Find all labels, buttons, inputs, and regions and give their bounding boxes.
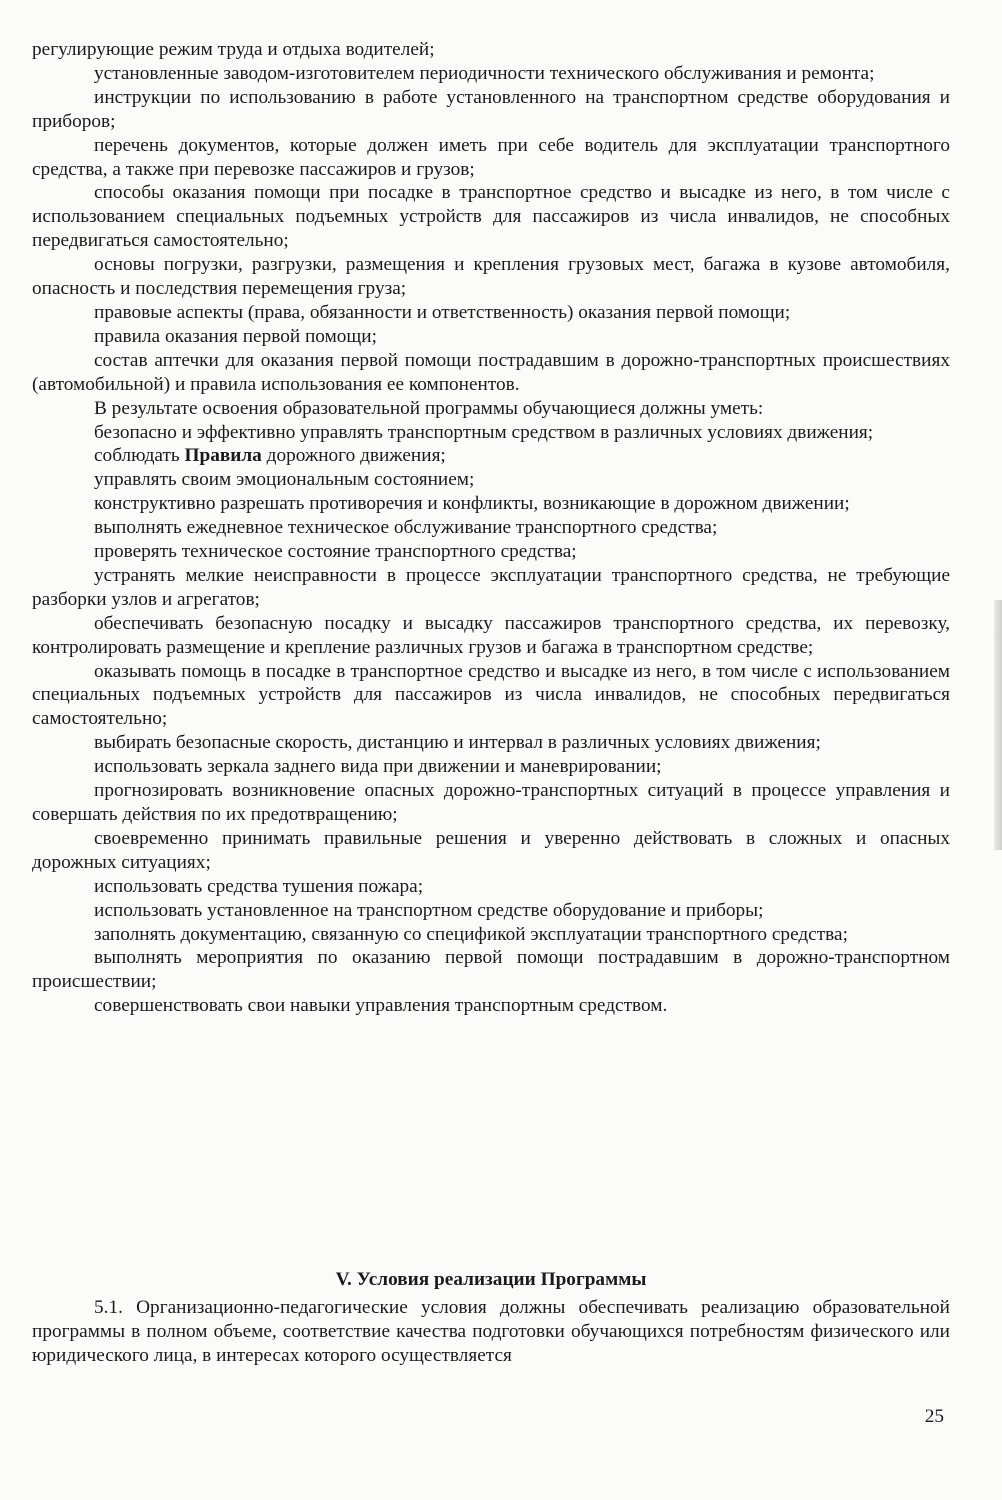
- paragraph: состав аптечки для оказания первой помощи пострадавшим в дорожно-транспортных происшествиях (автомобильной) и правила использования ее компонентов.: [32, 349, 950, 395]
- paragraph: правовые аспекты (права, обязанности и ответственность) оказания первой помощи;: [94, 301, 791, 323]
- paragraph: способы оказания помощи при посадке в транспортное средство и высадке из него, в том числе с использованием специальных подъемных устройств для пассажиров из числа инвалидов, не способных передвигаться самостоятельно;: [32, 182, 950, 252]
- document-body: [32, 38, 950, 1018]
- paragraph: конструктивно разрешать противоречия и конфликты, возникающие в дорожном движении;: [94, 493, 850, 515]
- rules-suffix: дорожного движения;: [261, 445, 446, 467]
- paragraph: безопасно и эффективно управлять транспортным средством в различных условиях движения;: [94, 421, 874, 443]
- paragraph: выполнять ежедневное техническое обслуживание транспортного средства;: [94, 517, 718, 539]
- paragraph: основы погрузки, разгрузки, размещения и крепления грузовых мест, багажа в кузове автомобиля, опасность и последствия перемещения груза;: [32, 254, 950, 300]
- paragraph: оказывать помощь в посадке в транспортное средство и высадке из него, в том числе с использованием специальных подъемных устройств для пассажиров из числа инвалидов, не способных передвигаться самостоятельно;: [32, 660, 950, 730]
- page-number: 25: [924, 1406, 944, 1427]
- paragraph: установленные заводом-изготовителем периодичности технического обслуживания и ремонта;: [94, 62, 875, 84]
- paragraph: использовать средства тушения пожара;: [94, 875, 424, 897]
- paragraph: своевременно принимать правильные решения и уверенно действовать в сложных и опасных дорожных ситуациях;: [32, 827, 950, 873]
- section-v: [32, 1268, 950, 1368]
- paragraph: прогнозировать возникновение опасных дорожно-транспортных ситуаций в процессе управления и совершать действия по их предотвращению;: [32, 780, 950, 825]
- section-paragraph: 5.1. Организационно-педагогические условия должны обеспечивать реализацию образовательной программы в полном объеме, соответствие качества подготовки обучающихся потребностям физического или юридического лица, в интересах которого осуществляется: [32, 1296, 950, 1366]
- paragraph: использовать установленное на транспортном средстве оборудование и приборы;: [94, 899, 764, 921]
- paragraph: использовать зеркала заднего вида при движении и маневрировании;: [94, 756, 662, 778]
- paragraph: выполнять мероприятия по оказанию первой помощи пострадавшим в дорожно-транспортном происшествии;: [32, 947, 950, 993]
- paragraph: проверять техническое состояние транспортного средства;: [94, 541, 577, 563]
- rules-bold: Правила: [184, 445, 262, 467]
- paragraph: управлять своим эмоциональным состоянием;: [94, 469, 475, 491]
- paragraph: заполнять документацию, связанную со спецификой эксплуатации транспортного средства;: [94, 923, 848, 945]
- paragraph-rules: [32, 444, 950, 468]
- paragraph: регулирующие режим труда и отдыха водителей;: [32, 39, 435, 60]
- paragraph: перечень документов, которые должен иметь при себе водитель для эксплуатации транспортного средства, а также при перевозке пассажиров и грузов;: [32, 134, 950, 180]
- page-edge-shadow: [994, 600, 1002, 850]
- paragraph: выбирать безопасные скорость, дистанцию и интервал в различных условиях движения;: [94, 732, 821, 754]
- paragraph: правила оказания первой помощи;: [94, 325, 377, 347]
- paragraph: обеспечивать безопасную посадку и высадку пассажиров транспортного средства, их перевозку, контролировать размещение и крепление различных грузов и багажа в транспортном средстве;: [32, 612, 950, 658]
- paragraph: совершенствовать свои навыки управления транспортным средством.: [94, 995, 668, 1017]
- section-title: V. Условия реализации Программы: [335, 1269, 647, 1290]
- rules-prefix: соблюдать: [94, 445, 185, 467]
- paragraph: В результате освоения образовательной программы обучающиеся должны уметь:: [94, 397, 764, 419]
- paragraph: инструкции по использованию в работе установленного на транспортном средстве оборудования и приборов;: [32, 86, 950, 132]
- paragraph: устранять мелкие неисправности в процессе эксплуатации транспортного средства, не требующие разборки узлов и агрегатов;: [32, 564, 950, 610]
